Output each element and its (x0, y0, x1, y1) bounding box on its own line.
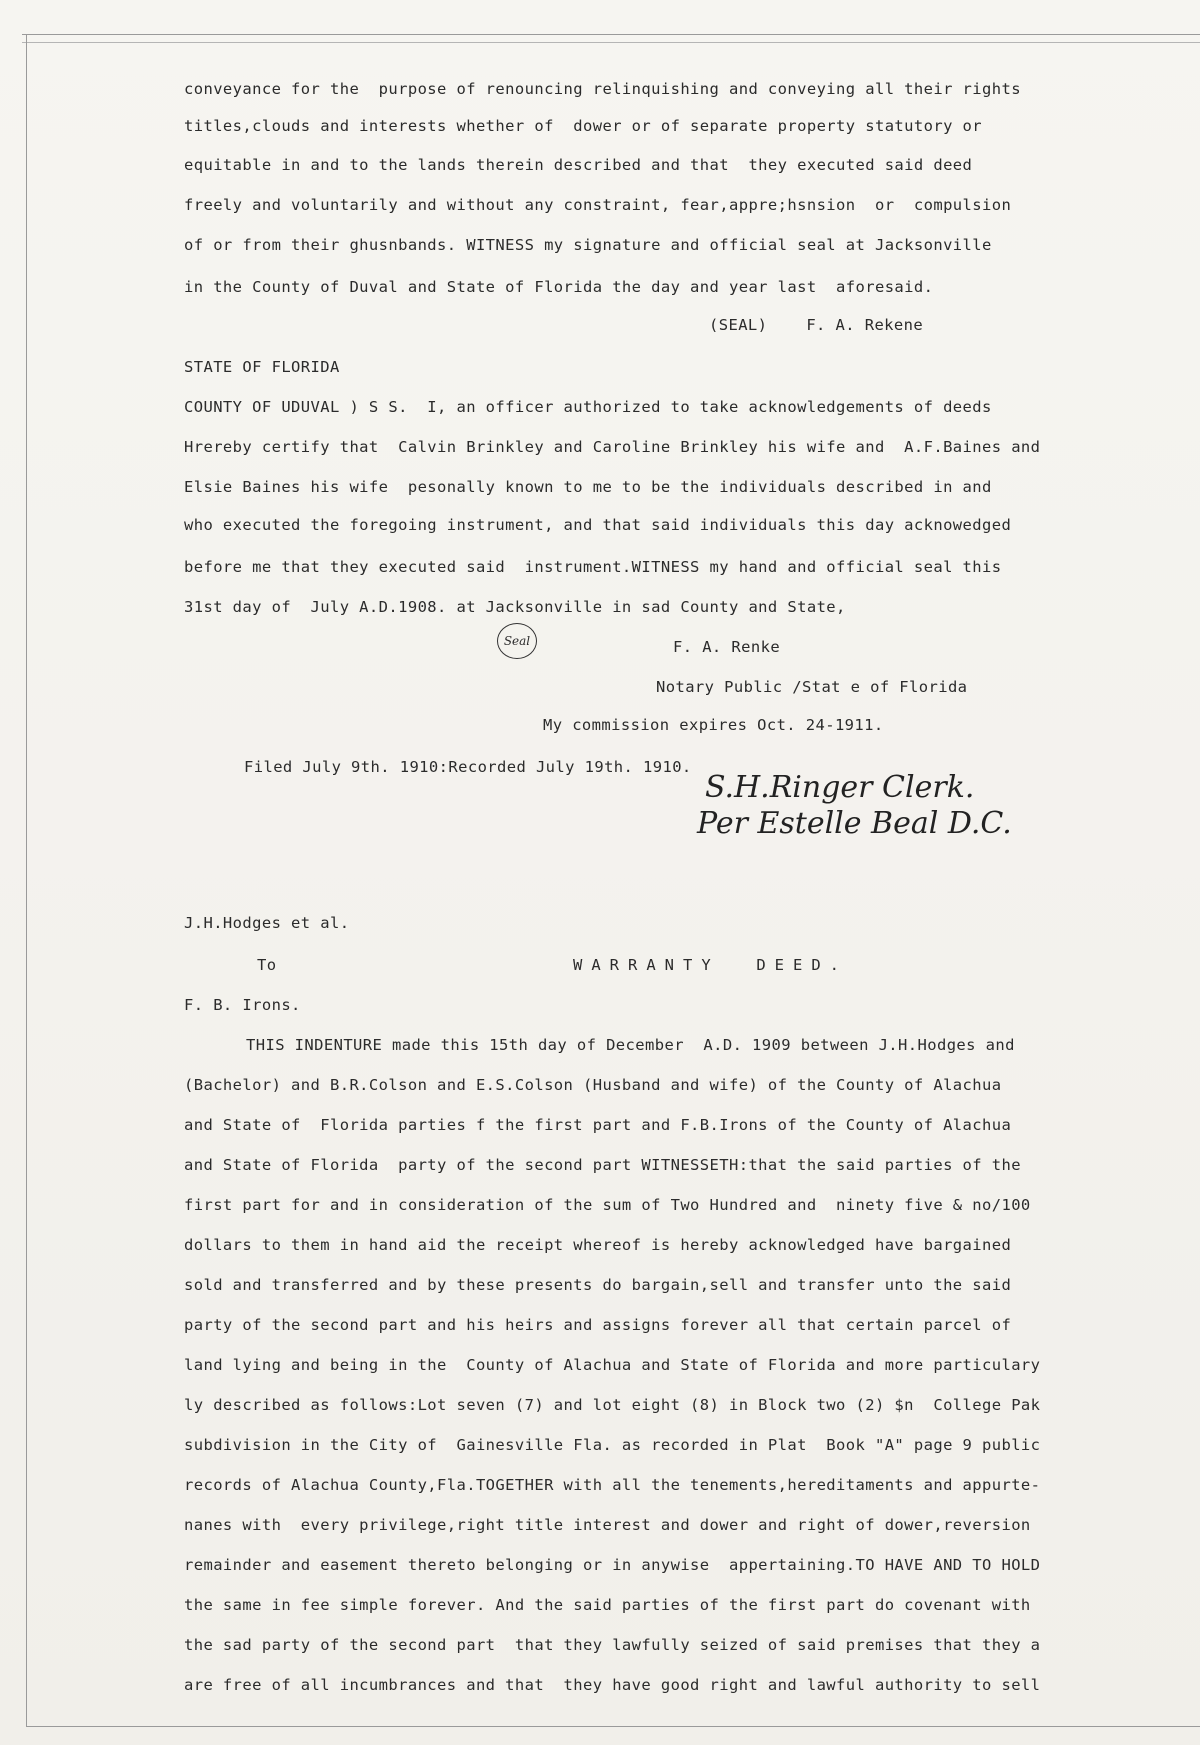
text-line: nanes with every privilege,right title interest and dower and right of dower,reversion (184, 1516, 1031, 1534)
text-line: who executed the foregoing instrument, and that said individuals this day acknowedged (184, 516, 1012, 534)
text-line: Hrereby certify that Calvin Brinkley and Caroline Brinkley his wife and A.F.Baines and (184, 438, 1041, 456)
text-line: (Bachelor) and B.R.Colson and E.S.Colson (Husband and wife) of the County of Alachua (184, 1076, 1002, 1094)
text-line: dollars to them in hand aid the receipt whereof is hereby acknowledged have bargained (184, 1236, 1012, 1254)
text-line: ly described as follows:Lot seven (7) and lot eight (8) in Block two (2) $n College Pak (184, 1396, 1041, 1414)
text-line: conveyance for the purpose of renouncing relinquishing and conveying all their rights (184, 80, 1021, 98)
text-line: are free of all incumbrances and that they have good right and lawful authority to sell (184, 1676, 1041, 1694)
text-line: in the County of Duval and State of Florida the day and year last aforesaid. (184, 278, 934, 296)
left-margin-rule (26, 34, 27, 1727)
text-line: THIS INDENTURE made this 15th day of December A.D. 1909 between J.H.Hodges and (246, 1036, 1015, 1054)
text-line: of or from their ghusnbands. WITNESS my signature and official seal at Jacksonville (184, 236, 992, 254)
text-line: the sad party of the second part that they lawfully seized of said premises that they a (184, 1636, 1041, 1654)
clerk-signature-line-2: Per Estelle Beal D.C. (697, 806, 1012, 841)
text-line: first part for and in consideration of the sum of Two Hundred and ninety five & no/100 (184, 1196, 1031, 1214)
notary-title: Notary Public /Stat e of Florida (656, 678, 968, 696)
text-line: and State of Florida party of the second part WITNESSETH:that the said parties of the (184, 1156, 1021, 1174)
to-heading: To (257, 956, 277, 974)
notary-seal-stamp: Seal (497, 623, 537, 659)
commission-expiry: My commission expires Oct. 24-1911. (543, 716, 884, 734)
text-line: land lying and being in the County of Alachua and State of Florida and more particulary (184, 1356, 1041, 1374)
text-line: Elsie Baines his wife pesonally known to me to be the individuals described in and (184, 478, 992, 496)
seal-signature-line: (SEAL) F. A. Rekene (709, 316, 924, 334)
deed-title: WARRANTY DEED. (573, 956, 848, 974)
text-line: 31st day of July A.D.1908. at Jacksonville in sad County and State, (184, 598, 846, 616)
text-line: subdivision in the City of Gainesville Fla. as recorded in Plat Book "A" page 9 public (184, 1436, 1041, 1454)
bottom-border-rule (26, 1726, 1200, 1727)
grantor-heading: J.H.Hodges et al. (184, 914, 350, 932)
text-line: the same in fee simple forever. And the said parties of the first part do covenant with (184, 1596, 1031, 1614)
text-line: equitable in and to the lands therein described and that they executed said deed (184, 156, 973, 174)
text-line: before me that they executed said instrument.WITNESS my hand and official seal this (184, 558, 1002, 576)
top-border-rule (22, 34, 1200, 35)
clerk-signature (697, 770, 1085, 842)
text-line: remainder and easement thereto belonging or in anywise appertaining.TO HAVE AND TO HOLD (184, 1556, 1041, 1574)
text-line: and State of Florida parties f the first part and F.B.Irons of the County of Alachua (184, 1116, 1012, 1134)
state-heading: STATE OF FLORIDA (184, 358, 340, 376)
text-line: records of Alachua County,Fla.TOGETHER with all the tenements,hereditaments and appurte- (184, 1476, 1041, 1494)
text-line: sold and transferred and by these presents do bargain,sell and transfer unto the said (184, 1276, 1012, 1294)
top-border-rule-secondary (22, 42, 1200, 43)
notary-name: F. A. Renke (673, 638, 781, 656)
grantee-heading: F. B. Irons. (184, 996, 301, 1014)
filing-record: Filed July 9th. 1910:Recorded July 19th. 1910. (244, 758, 692, 776)
text-line: titles,clouds and interests whether of dower or of separate property statutory or (184, 117, 983, 135)
clerk-signature-line-1: S.H.Ringer Clerk. (705, 770, 975, 805)
text-line: COUNTY OF UDUVAL ) S S. I, an officer authorized to take acknowledgements of deeds (184, 398, 992, 416)
text-line: party of the second part and his heirs and assigns forever all that certain parcel of (184, 1316, 1012, 1334)
text-line: freely and voluntarily and without any constraint, fear,appre;hsnsion or compulsion (184, 196, 1012, 214)
